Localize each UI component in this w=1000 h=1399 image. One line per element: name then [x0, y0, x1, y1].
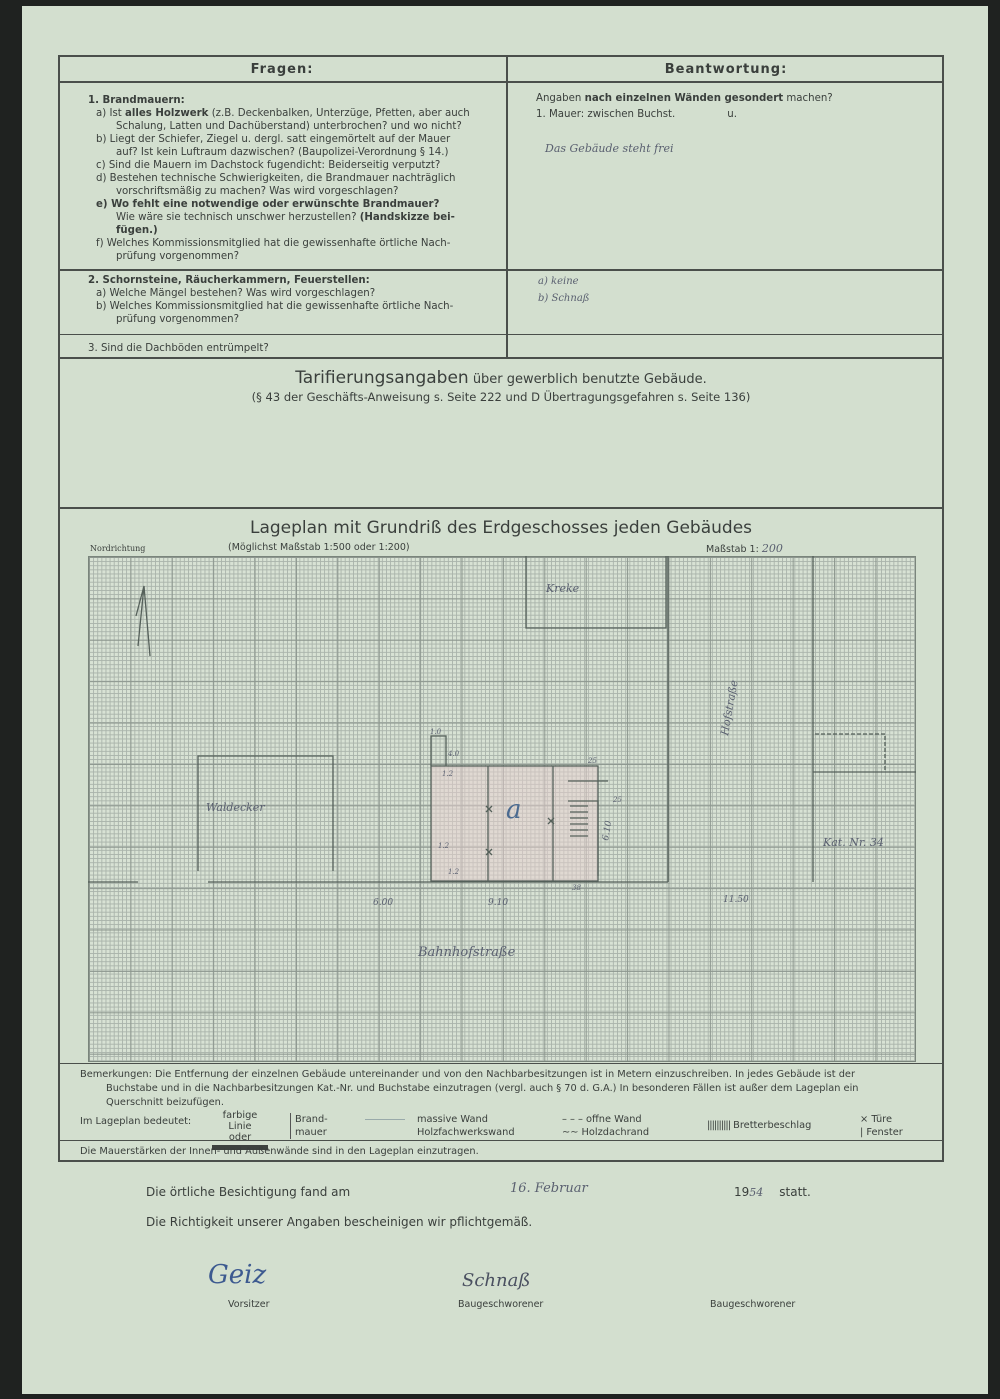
q2b2: prüfung vorgenommen? [116, 314, 239, 325]
answer-1 [536, 92, 936, 121]
q1a2: (z.B. Deckenbalken, Unterzüge, Pfetten, aber auch [208, 108, 470, 119]
divider [58, 334, 944, 335]
legend-text: oder [228, 1132, 252, 1143]
dimension: 11.50 [723, 895, 749, 905]
dimension: 9.10 [488, 898, 509, 908]
q1b2: auf? Ist kein Luftraum dazwischen? (Baupolizei-Verordnung § 14.) [116, 147, 449, 158]
divider [58, 1140, 944, 1141]
legend-text: massive Wand [417, 1114, 488, 1125]
q1f2: prüfung vorgenommen? [116, 251, 239, 262]
dimension: 1.2 [438, 842, 450, 850]
neighbor-outlines [668, 556, 916, 882]
q2-title: 2. Schornsteine, Räucherkammern, Feuerstellen: [88, 275, 370, 286]
signature-chairman: Geiz [208, 1260, 267, 1290]
a1-u: u. [727, 109, 737, 120]
legend-text: farbige Linie [222, 1110, 258, 1132]
label-kat-nr: Kat. Nr. 34 [823, 836, 884, 849]
year-prefix: 19 [734, 1185, 750, 1199]
legend-text: Holzfachwerkswand [417, 1127, 515, 1138]
north-label: Nordrichtung [90, 544, 146, 553]
answer-2a-handwriting: a) keine [538, 276, 579, 287]
answer-1-handwriting: Das Gebäude steht frei [545, 142, 674, 155]
legend-text: Türe [871, 1114, 893, 1125]
tarif-heading [58, 368, 944, 404]
dimension: 25 [588, 757, 597, 765]
divider [58, 357, 944, 359]
answers-heading: Beantwortung: [664, 62, 788, 77]
north-arrow-icon [136, 586, 150, 656]
divider [58, 269, 944, 271]
legend-brandmauer [290, 1113, 328, 1139]
dimension: 38 [572, 884, 581, 892]
q1d: d) Bestehen technische Schwierigkeiten, die Brandmauer nachträglich [96, 173, 456, 184]
label-street: Bahnhofstraße [418, 945, 516, 960]
statt: statt. [779, 1185, 811, 1199]
dimension: 1.0 [430, 728, 442, 736]
certification-text: Die Richtigkeit unserer Angaben bescheinigen wir pflichtgemäß. [146, 1215, 533, 1229]
divider [58, 507, 944, 509]
divider [58, 1063, 944, 1064]
legend-text: Brand- [295, 1114, 328, 1125]
legend-intro: Im Lageplan bedeutet: [80, 1116, 192, 1127]
chairman-label: Vorsitzer [228, 1299, 270, 1310]
q1a3: Schalung, Latten und Dachüberstand) unterbrochen? und wo nicht? [116, 121, 462, 132]
q1e: e) Wo fehlt eine notwendige oder erwünschte Brandmauer? [96, 199, 440, 210]
dimension: 25 [613, 796, 622, 804]
legend-text: mauer [295, 1127, 327, 1138]
legend-door-window: × Türe | Fenster [860, 1114, 903, 1138]
divider [58, 81, 944, 83]
a1-text: Angaben [536, 93, 585, 104]
question-3: 3. Sind die Dachböden entrümpelt? [88, 343, 269, 354]
legend-walls [365, 1113, 515, 1139]
label-kreke: Kreke [546, 582, 580, 595]
tarif-title: Tarifierungsangaben [295, 368, 469, 388]
questions-heading: Fragen: [250, 62, 314, 77]
site-plan-drawing [88, 556, 916, 1062]
q1f: f) Welches Kommissionsmitglied hat die gewissenhafte örtliche Nach- [96, 238, 451, 249]
q1d2: vorschriftsmäßig zu machen? Was wird vorgeschlagen? [116, 186, 399, 197]
legend-text: Fenster [866, 1127, 903, 1138]
answer-2b-handwriting: b) Schnaß [538, 293, 590, 304]
question-2 [88, 274, 498, 326]
dimension: 1.2 [442, 770, 454, 778]
inspection-date: 16. Februar [510, 1181, 588, 1196]
juror-label-2: Baugeschworener [710, 1299, 796, 1310]
wall-thickness-note: Die Mauerstärken der Innen- und Außenwände sind in den Lageplan einzutragen. [80, 1146, 479, 1157]
label-hofstrasse: Hofstraße [718, 679, 741, 737]
dimension: 6.00 [373, 898, 394, 908]
remarks-line: Querschnitt beizufügen. [106, 1097, 224, 1108]
q1e2-bold: (Handskizze bei- [359, 212, 455, 223]
remarks [80, 1068, 940, 1110]
dimension: 1.2 [448, 868, 460, 876]
q1a: a) Ist [96, 108, 126, 119]
label-waldecker: Waldecker [206, 801, 265, 814]
q1e2: Wie wäre sie technisch unschwer herzustellen? [116, 212, 360, 223]
remarks-line: Bemerkungen: Die Entfernung der einzelnen Gebäude untereinander und von den Nachbarbesitzungen ist in Metern einzuschreiben. In jedes Gebäude ist der [80, 1069, 855, 1080]
signature-juror: Schnaß [462, 1270, 531, 1291]
q2a: a) Welche Mängel bestehen? Was wird vorgeschlagen? [96, 288, 376, 299]
legend-open: – – – offne Wand ∼∼ Holzdachrand [562, 1114, 650, 1138]
label-building-a: a [506, 795, 522, 825]
tarif-subtitle: (§ 43 der Geschäfts-Anweisung s. Seite 222 und D Übertragungsgefahren s. Seite 136) [251, 390, 751, 404]
legend-board: |||||||||| Bretterbeschlag [707, 1120, 812, 1131]
juror-label: Baugeschworener [458, 1299, 544, 1310]
a1-bold: nach einzelnen Wänden gesondert [584, 93, 784, 104]
q1b: b) Liegt der Schiefer, Ziegel u. dergl. satt eingemörtelt auf der Mauer [96, 134, 451, 145]
q2b: b) Welches Kommissionsmitglied hat die gewissenhafte örtliche Nach- [96, 301, 454, 312]
column-divider [506, 55, 508, 357]
dimension: 6.10 [601, 820, 615, 842]
a1-text2: machen? [783, 93, 833, 104]
legend-text: Holzdachrand [581, 1127, 650, 1138]
legend-firewall [212, 1110, 268, 1150]
question-1 [88, 94, 498, 263]
q1a-bold: alles Holzwerk [125, 108, 209, 119]
a1-wall: 1. Mauer: zwischen Buchst. [536, 109, 676, 120]
q1e3: fügen.) [116, 225, 158, 236]
scale-label: Maßstab 1: [706, 544, 759, 555]
q1c: c) Sind die Mauern im Dachstock fugendicht: Beiderseitig verputzt? [96, 160, 441, 171]
q1-title: 1. Brandmauern: [88, 95, 185, 106]
legend-text: Bretterbeschlag [733, 1120, 812, 1131]
legend-text: offne Wand [586, 1114, 642, 1125]
scale-hint: (Möglichst Maßstab 1:500 oder 1:200) [228, 542, 410, 553]
inspection-year: 54 [749, 1186, 764, 1199]
inspection-date-label: Die örtliche Besichtigung fand am [146, 1185, 351, 1199]
dimension: 4.0 [448, 750, 460, 758]
scale-value: 200 [761, 542, 783, 555]
remarks-line: Buchstabe und in die Nachbarbesitzungen Kat.-Nr. und Buchstabe einzutragen (vergl. auch § 70 d. G.A.) In besonderen Fällen ist außer dem Lageplan ein [106, 1083, 859, 1094]
plan-title: Lageplan mit Grundriß des Erdgeschosses jeden Gebäudes [249, 518, 753, 538]
tarif-title2: über gewerblich benutzte Gebäude. [468, 372, 707, 387]
